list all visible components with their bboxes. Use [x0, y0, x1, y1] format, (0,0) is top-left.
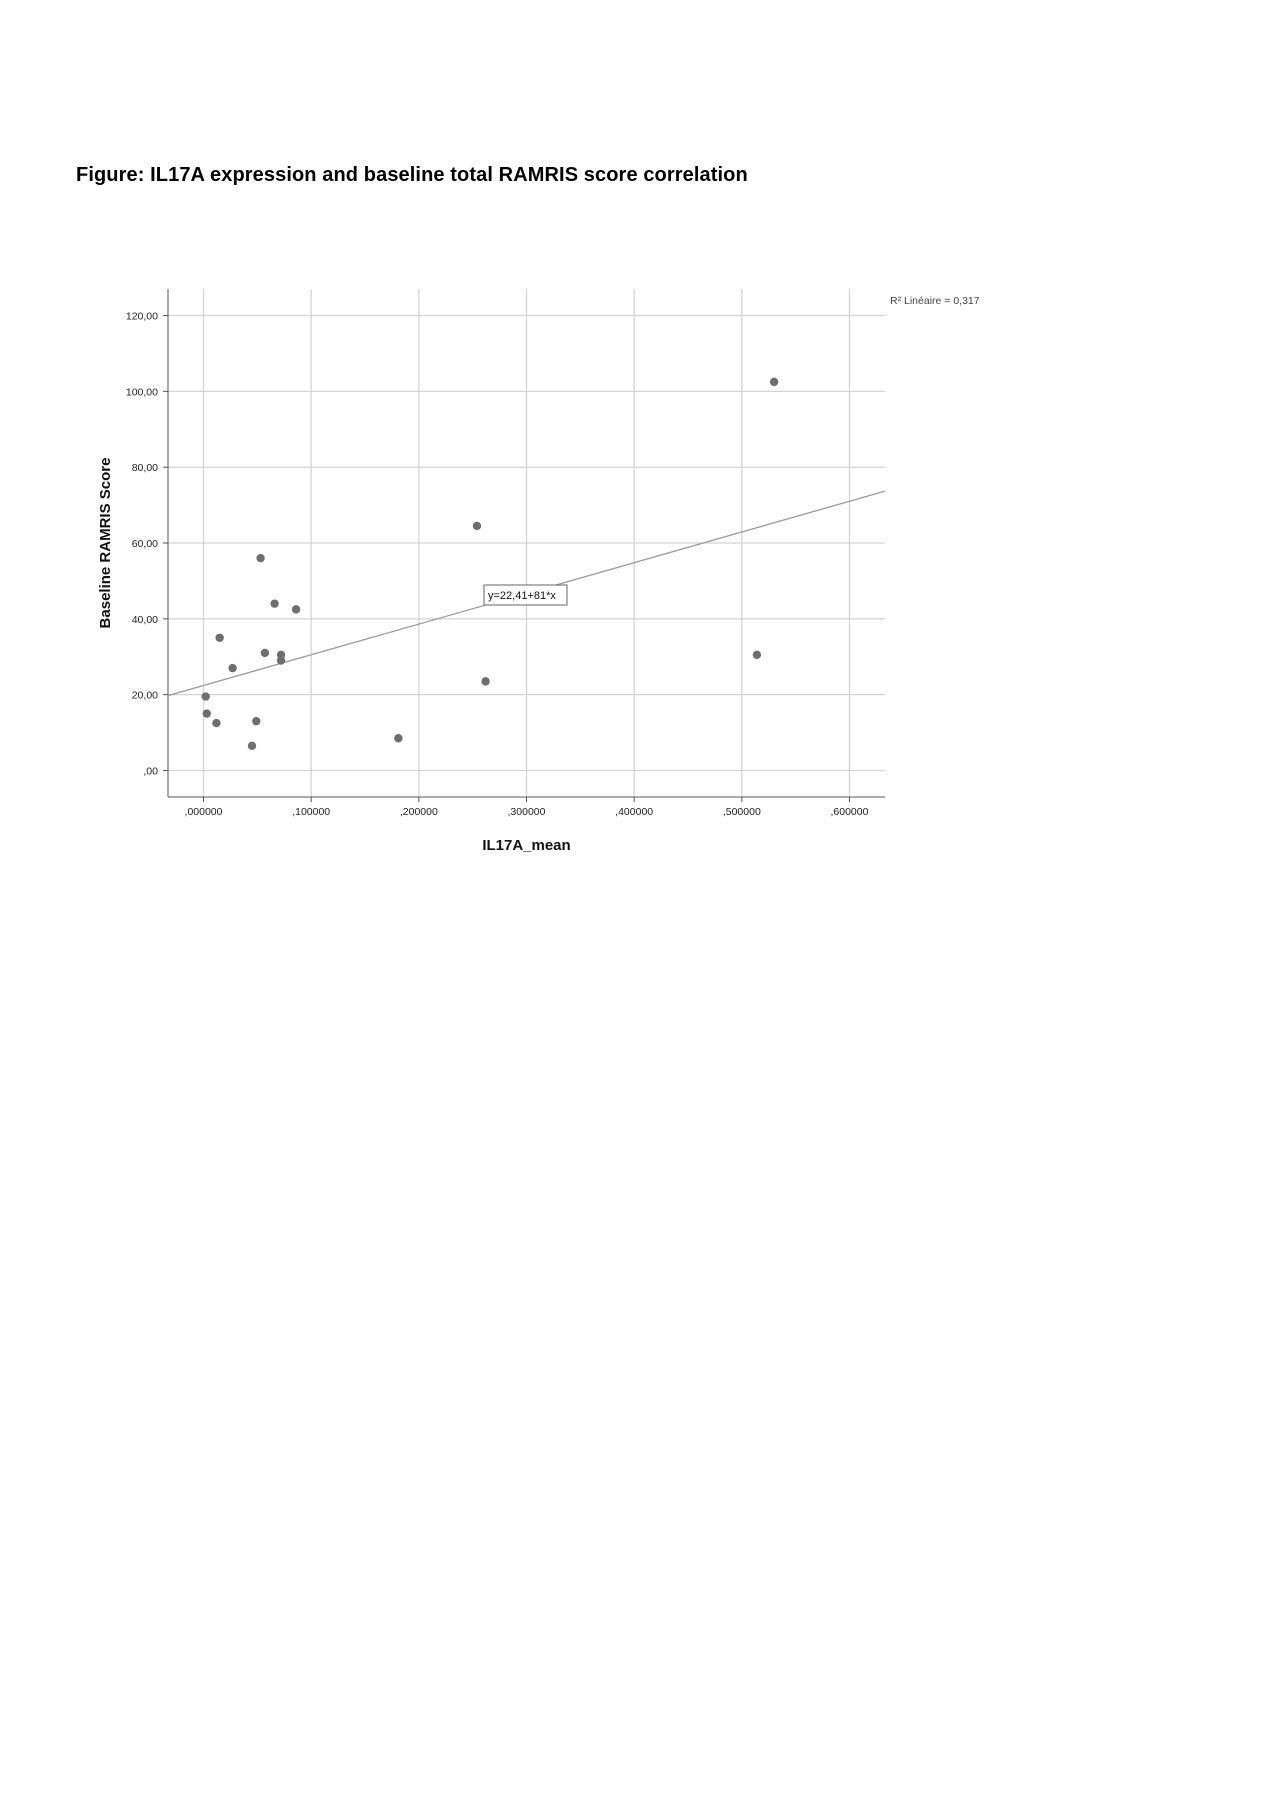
data-point — [292, 605, 300, 613]
equation-label: y=22,41+81*x — [488, 590, 556, 602]
grid-lines — [163, 289, 885, 802]
data-point — [473, 522, 481, 530]
x-tick-label: ,500000 — [722, 806, 761, 818]
data-point — [277, 656, 285, 664]
x-axis-title: IL17A_mean — [482, 837, 571, 854]
data-point — [481, 677, 489, 685]
data-point — [215, 634, 223, 642]
data-point — [252, 717, 260, 725]
x-tick-label: ,100000 — [292, 806, 331, 818]
data-point — [261, 649, 269, 657]
x-tick-label: ,600000 — [830, 806, 869, 818]
y-axis-title: Baseline RAMRIS Score — [97, 457, 114, 629]
r2-label: R² Linéaire = 0,317 — [890, 295, 980, 307]
data-point — [753, 651, 761, 659]
x-tick-label: ,000000 — [184, 806, 223, 818]
y-tick-label: 100,00 — [125, 386, 158, 399]
x-tick-label: ,400000 — [615, 806, 654, 818]
figure-title: Figure: IL17A expression and baseline total RAMRIS score correlation — [76, 164, 748, 186]
data-point — [770, 378, 778, 386]
y-tick-label: 40,00 — [131, 613, 158, 626]
x-tick-label: ,200000 — [399, 806, 438, 818]
data-point — [212, 719, 220, 727]
y-tick-label: 80,00 — [131, 462, 158, 475]
data-point — [256, 554, 264, 562]
data-point — [228, 664, 236, 672]
data-point — [201, 692, 209, 700]
x-tick-labels — [185, 806, 869, 818]
equation-label-group — [484, 585, 567, 605]
x-tick-label: ,300000 — [507, 806, 546, 818]
data-point — [203, 709, 211, 717]
y-tick-label: ,00 — [143, 765, 158, 778]
data-point — [394, 734, 402, 742]
data-point — [270, 599, 278, 607]
data-point — [248, 742, 256, 750]
y-tick-label: 120,00 — [125, 310, 158, 323]
y-tick-labels — [126, 311, 158, 778]
y-tick-label: 60,00 — [131, 538, 158, 550]
y-tick-label: 20,00 — [131, 689, 158, 702]
